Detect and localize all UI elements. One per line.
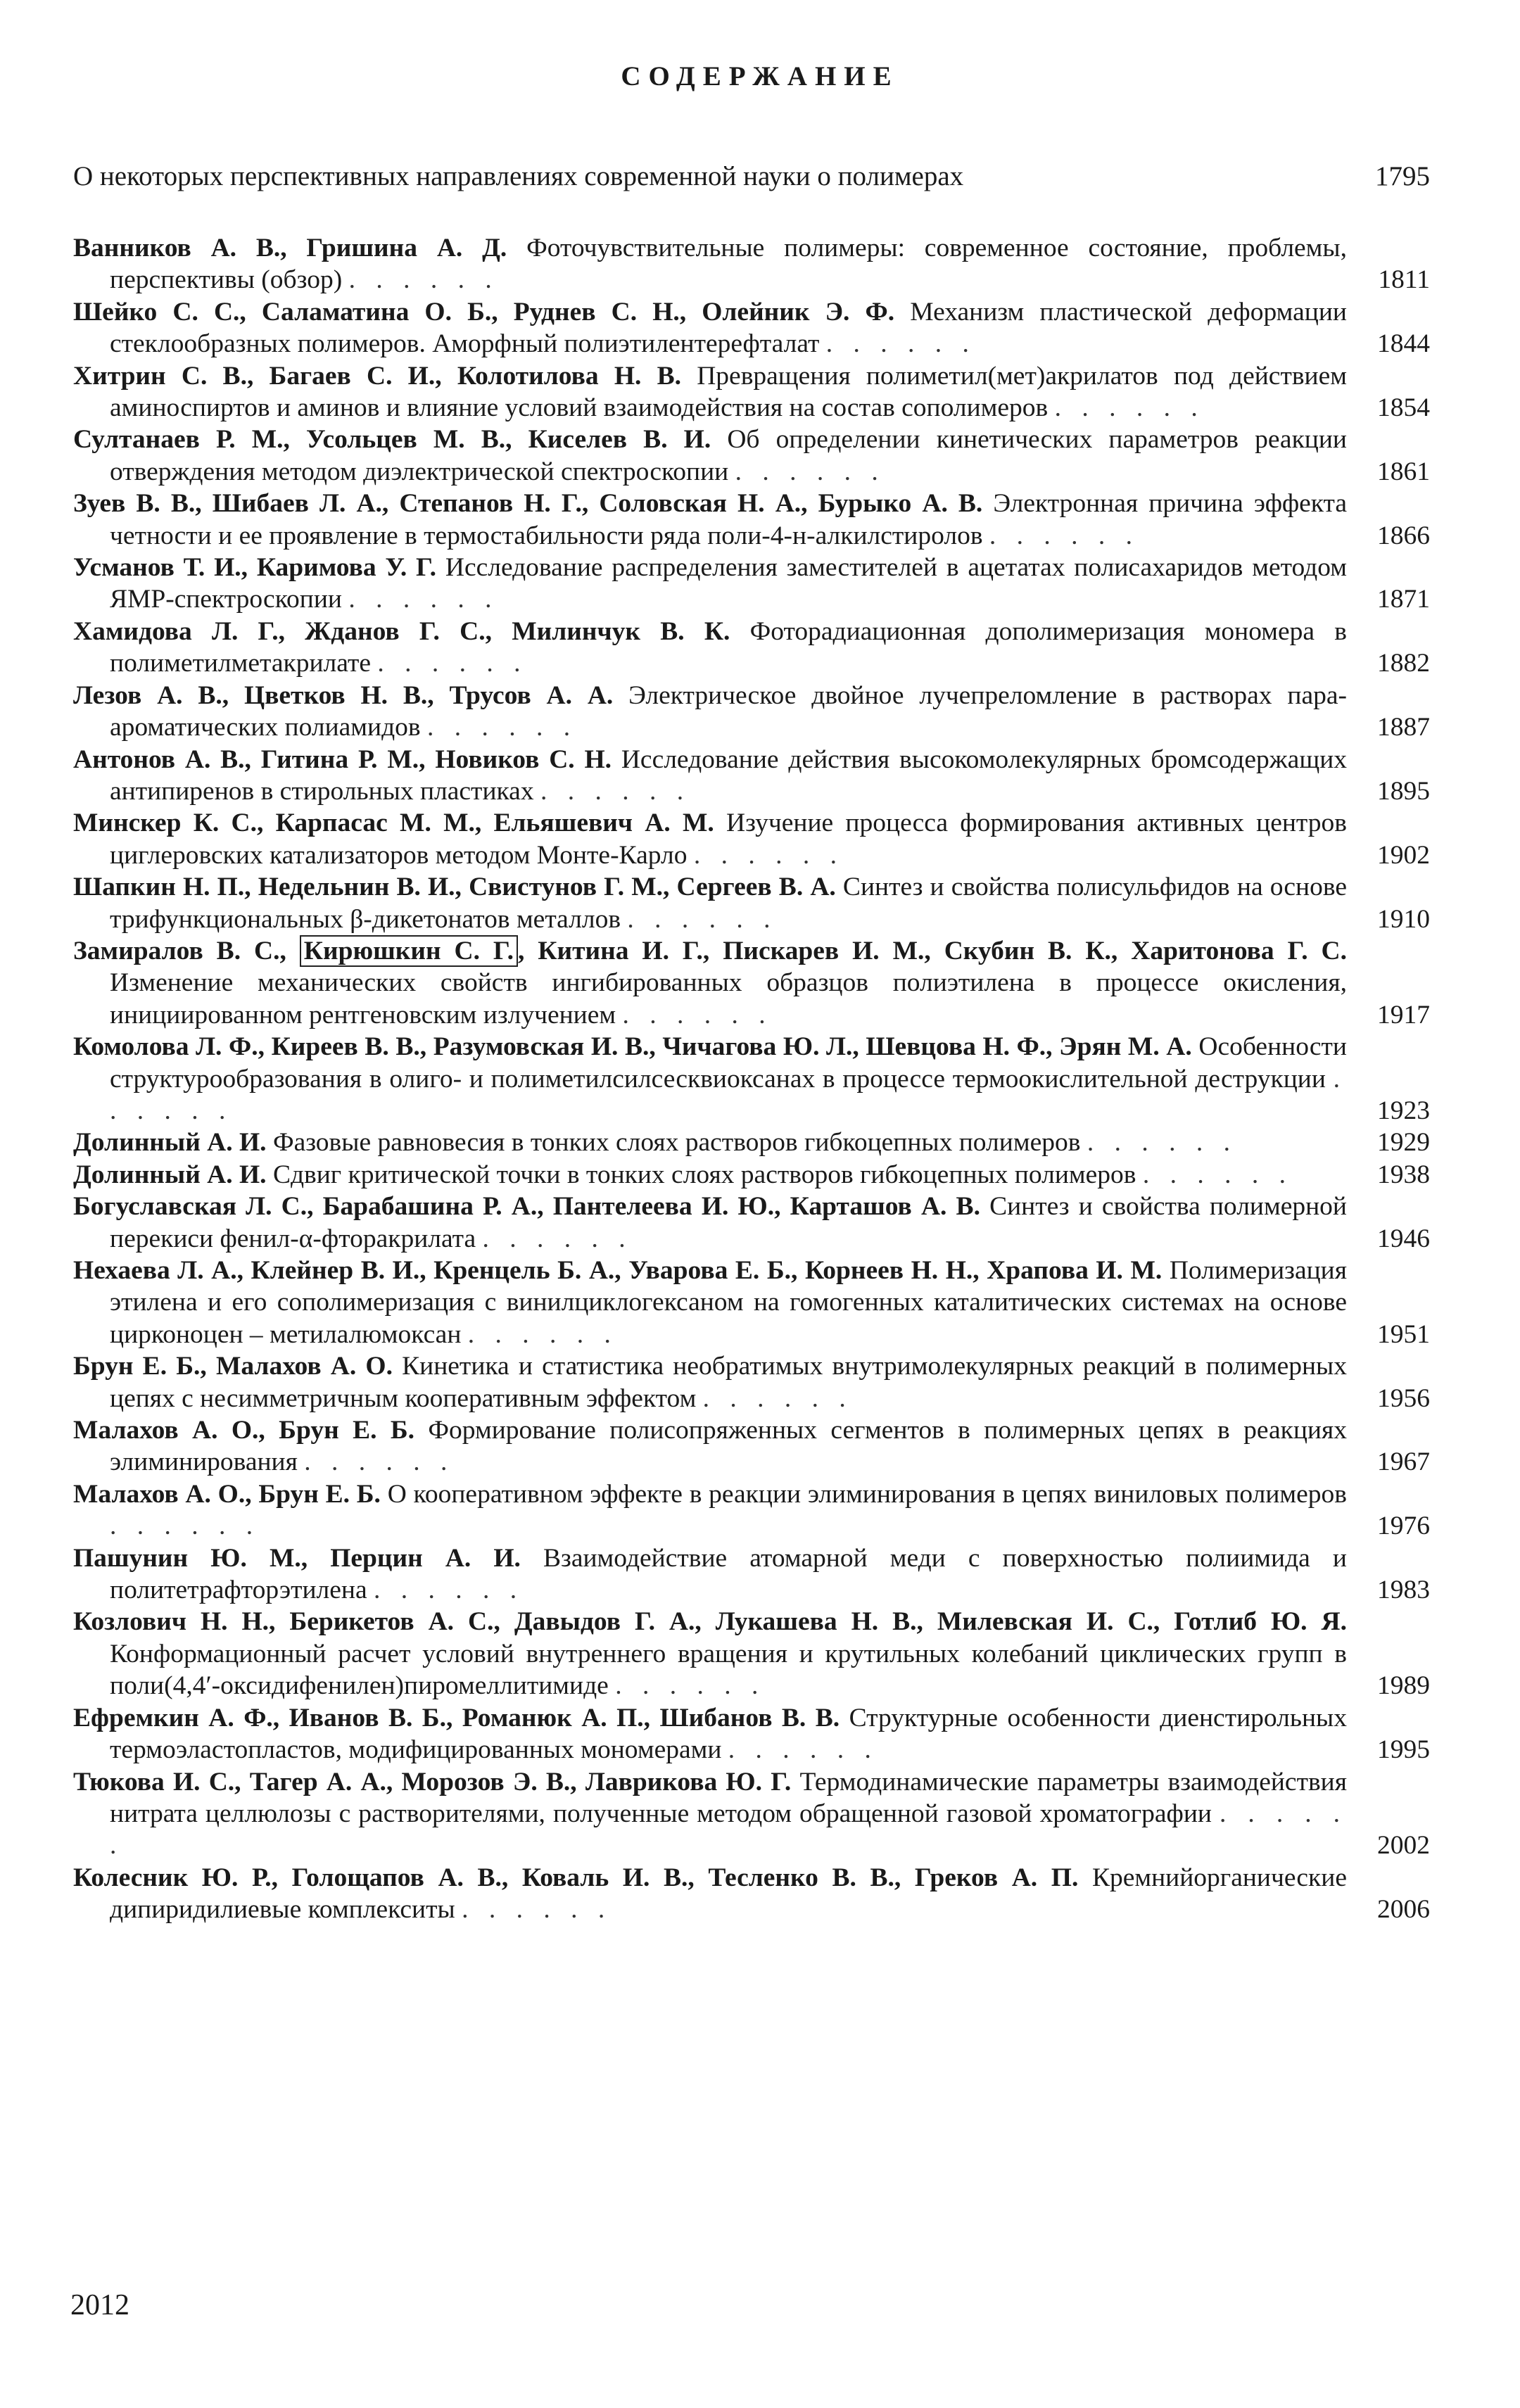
toc-entry-page: 1917	[1377, 1000, 1430, 1029]
toc-entry-title: Термодинамические параметры взаимодействия нитрата целлюлозы с растворителями, полученные методом обращенной газовой хроматографии	[110, 1767, 1347, 1828]
page-number: 2012	[70, 2289, 129, 2321]
toc-entry-text	[73, 744, 1347, 808]
toc-entry	[73, 807, 1430, 871]
toc-entry-text	[73, 1606, 1347, 1702]
toc-entry-text	[73, 680, 1347, 744]
toc-entry-leader-dots: . . . . . .	[377, 649, 528, 678]
toc-entry-title: Электронная причина эффекта четности и ее проявление в термостабильности ряда поли-4-н-алкилстиролов	[110, 489, 1347, 550]
page-heading: СОДЕРЖАНИЕ	[621, 61, 899, 91]
toc-entry-leader-dots: . . . . . .	[462, 1895, 612, 1925]
toc-entry-authors: Нехаева Л. А., Клейнер В. И., Кренцель Б. А., Уварова Е. Б., Корнеев Н. Н., Храпова И. М.	[73, 1256, 1163, 1285]
toc-entry-title: Полимеризация этилена и его сополимеризация с винилциклогексаном на гомогенных каталитических системах на основе цирконоцен – метилалюмоксан	[110, 1256, 1347, 1349]
toc-entry-page: 1910	[1377, 904, 1430, 934]
toc-entry-text	[73, 1862, 1347, 1926]
toc-entry-text	[73, 1159, 1347, 1191]
toc-entry-title: Фоточувствительные полимеры: современное состояние, проблемы, перспективы (обзор)	[110, 234, 1347, 295]
toc-entry-text	[73, 1127, 1347, 1158]
toc-entry-title: Исследование распределения заместителей в ацетатах полисахаридов методом ЯМР-спектроскопии	[110, 553, 1347, 614]
toc-entry-leader-dots: . . . . . .	[467, 1319, 618, 1349]
toc-entry	[73, 1191, 1430, 1255]
toc-entry-title: Изучение процесса формирования активных центров циглеровских катализаторов методом Монте-Карло	[110, 809, 1347, 870]
toc-entry-title: Механизм пластической деформации стеклообразных полимеров. Аморфный полиэтилентерефталат	[110, 297, 1347, 359]
toc-entry-leader-dots: . . . . . .	[622, 1000, 773, 1029]
toc-entry-leader-dots: . . . . . .	[348, 585, 499, 614]
toc-entry-page: 1967	[1377, 1447, 1430, 1477]
toc-entry-authors: Козлович Н. Н., Берикетов А. С., Давыдов Г. А., Лукашева Н. В., Милевская И. С., Готлиб Ю. Я.	[73, 1607, 1347, 1637]
toc-entry-page: 1895	[1377, 776, 1430, 806]
toc-entry-leader-dots: . . . . . .	[427, 713, 578, 742]
toc-entry-authors-pre: Замиралов В. С.,	[73, 936, 300, 965]
toc-entry-text	[73, 296, 1347, 360]
toc-entry	[73, 424, 1430, 488]
toc-entry-text	[73, 1702, 1347, 1766]
toc-entry-text	[73, 232, 1347, 296]
toc-entry	[73, 1031, 1430, 1127]
toc-entry-text	[73, 807, 1347, 871]
toc-entry-text	[73, 616, 1347, 680]
toc-entry-authors: , Китина И. Г., Пискарев И. М., Скубин В. К., Харитонова Г. С.	[517, 936, 1347, 965]
toc-entry-page: 1976	[1377, 1512, 1430, 1541]
toc-entry-title: Кремнийорганические дипиридилиевые комплекситы	[110, 1863, 1347, 1925]
toc-entry-leader-dots: . . . . . .	[374, 1576, 524, 1605]
toc-entry-page: 1946	[1377, 1224, 1430, 1253]
toc-entry	[73, 1350, 1430, 1414]
toc-entry-authors: Пашунин Ю. М., Перцин А. И.	[73, 1543, 521, 1573]
toc-entry-text	[73, 1191, 1347, 1255]
toc-entry	[73, 488, 1430, 552]
toc-entry-page: 1811	[1378, 265, 1430, 295]
toc-entry-text	[73, 1255, 1347, 1350]
toc-entry-text	[73, 360, 1347, 424]
toc-entry-authors: Брун Е. Б., Малахов А. О.	[73, 1352, 393, 1381]
toc-entry-page: 1882	[1377, 649, 1430, 678]
toc-entry-title: Фоторадиационная дополимеризация мономера в полиметилметакрилате	[110, 616, 1347, 678]
toc-entry-page: 1844	[1377, 329, 1430, 359]
toc-entry-page: 1983	[1377, 1576, 1430, 1605]
toc-entry-authors: Богуславская Л. С., Барабашина Р. А., Пантелеева И. Ю., Карташов А. В.	[73, 1192, 980, 1222]
toc-entry	[73, 1766, 1430, 1862]
toc-entry-leader-dots: . . . . . .	[482, 1224, 633, 1253]
toc-entry-authors: Колесник Ю. Р., Голощапов А. В., Коваль И. В., Тесленко В. В., Греков А. П.	[73, 1863, 1079, 1892]
toc-entry-leader-dots: . . . . . .	[825, 329, 976, 359]
toc-entry-leader-dots: . . . . . .	[1087, 1128, 1237, 1158]
toc-entry-leader-dots: . . . . . .	[693, 840, 844, 870]
toc-entry	[73, 1127, 1430, 1158]
toc-entry-leader-dots: . . . . . .	[110, 1799, 1347, 1861]
toc-entry-title: О кооперативном эффекте в реакции элиминирования в цепях виниловых полимеров	[380, 1479, 1347, 1509]
toc-entry	[73, 616, 1430, 680]
toc-entry-page: 1929	[1377, 1128, 1430, 1158]
toc-entry-leader-dots: . . . . . .	[348, 265, 499, 295]
toc-entry	[73, 1542, 1430, 1607]
toc-entry-text	[73, 935, 1347, 1031]
toc-entry-authors: Шапкин Н. П., Недельнин В. И., Свистунов Г. М., Сергеев В. А.	[73, 873, 836, 902]
toc-entry-text	[73, 1478, 1347, 1542]
toc-entry-text	[73, 1542, 1347, 1607]
intro-page: 1795	[1375, 161, 1430, 191]
toc-entry-page: 2006	[1377, 1895, 1430, 1925]
toc-entry-leader-dots: . . . . . .	[989, 521, 1140, 550]
toc-entry-page: 1995	[1377, 1735, 1430, 1765]
toc-entry-leader-dots: . . . . . .	[1142, 1160, 1293, 1189]
toc-entry-text	[73, 488, 1347, 552]
toc-entry-authors: Ефремкин А. Ф., Иванов В. Б., Романюк А. П., Шибанов В. В.	[73, 1703, 840, 1732]
toc-entry-title: Исследование действия высокомолекулярных бромсодержащих антипиренов в стирольных пластиках	[110, 744, 1348, 806]
toc-entry-authors: Долинный А. И.	[73, 1160, 267, 1189]
toc-entry-text	[73, 1031, 1347, 1127]
toc-entry-leader-dots: . . . . . .	[110, 1512, 260, 1541]
intro-title: О некоторых перспективных направлениях современной науки о полимерах	[73, 161, 964, 191]
toc-entry-authors: Комолова Л. Ф., Киреев В. В., Разумовская И. В., Чичагова Ю. Л., Шевцова Н. Ф., Эрян М. А.	[73, 1032, 1192, 1062]
toc-entry-leader-dots: . . . . . .	[735, 457, 885, 486]
toc-entry-page: 1887	[1377, 713, 1430, 742]
toc-entry-text	[73, 552, 1347, 616]
toc-entry	[73, 935, 1430, 1031]
toc-entry-text	[73, 871, 1347, 935]
toc-entry	[73, 1255, 1430, 1350]
toc-entry-text	[73, 1350, 1347, 1414]
toc-entry-authors: Хамидова Л. Г., Жданов Г. С., Милинчук В. К.	[73, 616, 730, 646]
toc-entry-authors: Усманов Т. И., Каримова У. Г.	[73, 553, 437, 583]
toc-entry-title: Структурные особенности диенстирольных термоэластопластов, модифицированных мономерами	[110, 1703, 1347, 1765]
toc-entry-title: Конформационный расчет условий внутреннего вращения и крутильных колебаний циклических групп в поли(4,4′-оксидифенилен)пиромеллитимиде	[110, 1639, 1347, 1701]
toc-entry-title: Взаимодействие атомарной меди с поверхностью полиимида и политетрафторэтилена	[110, 1543, 1347, 1605]
toc-entry-text	[73, 1414, 1347, 1478]
toc-entry-authors: Лезов А. В., Цветков Н. В., Трусов А. А.	[73, 680, 614, 710]
toc-entry	[73, 1702, 1430, 1766]
toc-entry-authors: Ванников А. В., Гришина А. Д.	[73, 234, 507, 262]
toc-entry-authors: Малахов А. О., Брун Е. Б.	[73, 1479, 381, 1509]
toc-entry-leader-dots: . . . . . .	[702, 1383, 853, 1413]
toc-entry	[73, 1478, 1430, 1542]
toc-entry-leader-dots: . . . . . .	[304, 1447, 455, 1477]
toc-entry-page: 1989	[1377, 1671, 1430, 1701]
toc-entry-page: 1902	[1377, 840, 1430, 870]
toc-entry-title: Об определении кинетических параметров реакции отверждения методом диэлектрической спектроскопии	[110, 425, 1348, 486]
toc-entry-page: 1861	[1377, 457, 1430, 486]
toc-entry	[73, 1862, 1430, 1926]
toc-entry-title: Кинетика и статистика необратимых внутримолекулярных реакций в полимерных цепях с несимметричным кооперативным эффектом	[110, 1352, 1348, 1413]
toc-entry	[73, 1606, 1430, 1702]
toc-entry-leader-dots: . . . . . .	[110, 1064, 1347, 1125]
toc-entry-title: Особенности структурообразования в олиго- и полиметилсилсесквиоксанах в процессе термоокислительной деструкции	[110, 1032, 1347, 1094]
toc-entry-authors: Малахов А. О., Брун Е. Б.	[73, 1416, 415, 1445]
toc-entry-page: 1938	[1377, 1160, 1430, 1189]
toc-entry-leader-dots: . . . . . .	[540, 776, 691, 806]
toc-entry-leader-dots: . . . . . .	[1054, 393, 1205, 423]
toc-entry	[73, 1159, 1430, 1191]
toc-entry-page: 1951	[1377, 1319, 1430, 1349]
toc-entry	[73, 744, 1430, 808]
toc-entry-title: Синтез и свойства полисульфидов на основе трифункциональных β-дикетонатов металлов	[110, 873, 1348, 934]
toc-entry-authors: Долинный А. И.	[73, 1128, 267, 1158]
toc-entry	[73, 232, 1430, 296]
toc-entry-title: Фазовые равновесия в тонких слоях растворов гибкоцепных полимеров	[266, 1128, 1087, 1158]
toc-entry	[73, 360, 1430, 424]
toc-entry-title: Изменение механических свойств ингибированных образцов полиэтилена в процессе окисления, инициированном рентгеновским излучением	[110, 968, 1347, 1029]
toc-entry-page: 1866	[1377, 521, 1430, 550]
toc-entry	[73, 680, 1430, 744]
toc-entry-authors: Шейко С. С., Саламатина О. Б., Руднев С. Н., Олейник Э. Ф.	[73, 297, 895, 327]
toc-list	[73, 232, 1430, 1926]
toc-entry	[73, 296, 1430, 360]
toc-entry-authors: Минскер К. С., Карпасас М. М., Ельяшевич А. М.	[73, 809, 714, 838]
toc-entry-text	[73, 1766, 1347, 1862]
toc-entry-title: Формирование полисопряженных сегментов в полимерных цепях в реакциях элиминирования	[110, 1416, 1347, 1477]
toc-entry-page: 1871	[1377, 585, 1430, 614]
toc-entry-authors: Зуев В. В., Шибаев Л. А., Степанов Н. Г., Соловская Н. А., Бурыко А. В.	[73, 489, 983, 519]
toc-entry	[73, 871, 1430, 935]
toc-entry-text	[73, 424, 1347, 488]
toc-entry-authors: Тюкова И. С., Тагер А. А., Морозов Э. В., Лаврикова Ю. Г.	[73, 1767, 792, 1797]
toc-entry-page: 1956	[1377, 1383, 1430, 1413]
toc-entry	[73, 552, 1430, 616]
toc-entry-leader-dots: . . . . . .	[627, 904, 778, 934]
toc-entry-authors: Султанаев Р. М., Усольцев М. В., Киселев В. И.	[73, 425, 711, 455]
toc-entry-page: 1923	[1377, 1096, 1430, 1125]
toc-entry	[73, 1414, 1430, 1478]
toc-entry-page: 1854	[1377, 393, 1430, 423]
toc-entry-leader-dots: . . . . . .	[615, 1671, 766, 1701]
toc-entry-authors-boxed: Кирюшкин С. Г.	[300, 935, 518, 967]
toc-entry-authors: Хитрин С. В., Багаев С. И., Колотилова Н. В.	[73, 361, 681, 391]
toc-entry-title: Превращения полиметил(мет)акрилатов под действием аминоспиртов и аминов и влияние условий взаимодействия на состав сополимеров	[110, 361, 1347, 423]
toc-entry-leader-dots: . . . . . .	[728, 1735, 878, 1765]
toc-entry-title: Электрическое двойное лучепреломление в растворах пара-ароматических полиамидов	[110, 680, 1347, 742]
toc-entry-page: 2002	[1377, 1831, 1430, 1861]
toc-entry-title: Сдвиг критической точки в тонких слоях растворов гибкоцепных полимеров	[266, 1160, 1143, 1189]
toc-entry-title: Синтез и свойства полимерной перекиси фенил-α-фторакрилата	[110, 1192, 1347, 1253]
toc-entry-authors: Антонов А. В., Гитина Р. М., Новиков С. Н.	[73, 744, 612, 774]
